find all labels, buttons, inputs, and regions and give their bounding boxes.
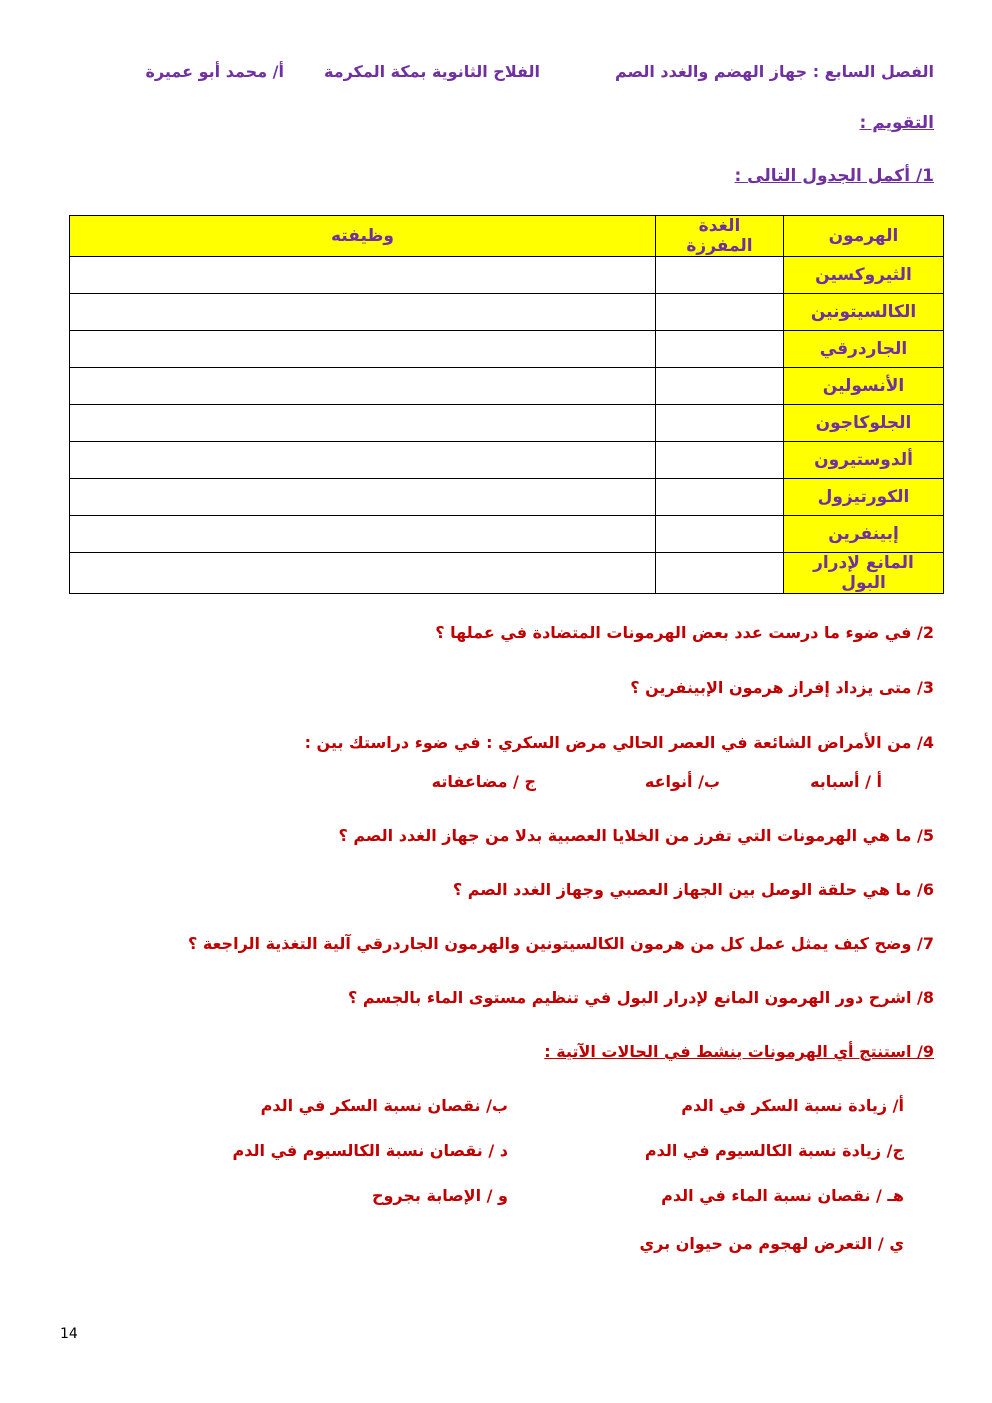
function-cell: [70, 553, 656, 594]
question-2: 2/ في ضوء ما درست عدد بعض الهرمونات المتضادة في عملها ؟: [435, 623, 934, 642]
gland-cell: [656, 294, 784, 331]
table-row: [70, 405, 944, 442]
gland-cell: [656, 405, 784, 442]
header-chapter: الفصل السابع : جهاز الهضم والغدد الصم: [615, 62, 934, 81]
question-4: 4/ من الأمراض الشائعة في العصر الحالي مرض السكري : في ضوء دراستك بين :: [304, 733, 934, 752]
q9-option-a: أ/ زيادة نسبة السكر في الدم: [681, 1096, 904, 1115]
function-cell: [70, 516, 656, 553]
evaluation-title: التقويم :: [859, 113, 934, 133]
question-6: 6/ ما هي حلقة الوصل بين الجهاز العصبي وجهاز الغدد الصم ؟: [452, 880, 934, 899]
table-row: [70, 516, 944, 553]
hormone-cell: الكالسيتونين: [784, 294, 944, 331]
gland-cell: [656, 516, 784, 553]
gland-cell: [656, 331, 784, 368]
q4-option-b: ب/ أنواعه: [644, 772, 720, 791]
table-row: [70, 331, 944, 368]
table-row: [70, 442, 944, 479]
q1-title: 1/ أكمل الجدول التالى :: [734, 166, 934, 186]
header-school: الفلاح الثانوية بمكة المكرمة: [323, 62, 540, 81]
gland-cell: [656, 442, 784, 479]
hormone-cell: الجاردرقي: [784, 331, 944, 368]
function-cell: [70, 331, 656, 368]
header-teacher: أ/ محمد أبو عميرة: [145, 62, 284, 81]
page-number: 14: [60, 1326, 78, 1342]
hormone-cell: المانع لإدرار البول: [784, 553, 944, 594]
hormone-cell: الجلوكاجون: [784, 405, 944, 442]
function-cell: [70, 405, 656, 442]
hormone-cell: ألدوستيرون: [784, 442, 944, 479]
column-header-hormone: الهرمون: [784, 216, 944, 257]
column-header-function: وظيفته: [70, 216, 656, 257]
q9-option-b: ب/ نقصان نسبة السكر في الدم: [260, 1096, 508, 1115]
hormone-cell: إبينفرين: [784, 516, 944, 553]
q9-option-g: ي / التعرض لهجوم من حيوان بري: [639, 1234, 904, 1253]
question-8: 8/ اشرح دور الهرمون المانع لإدرار البول في تنظيم مستوى الماء بالجسم ؟: [348, 988, 934, 1007]
gland-cell: [656, 368, 784, 405]
q4-option-a: أ / أسبابه: [810, 772, 882, 791]
q4-option-c: ج / مضاعفاته: [431, 772, 536, 791]
table-row: [70, 479, 944, 516]
q9-option-d: د / نقصان نسبة الكالسيوم في الدم: [232, 1141, 508, 1160]
gland-cell: [656, 257, 784, 294]
table-row: [70, 294, 944, 331]
table-row: [70, 257, 944, 294]
table-header-row: [70, 216, 944, 257]
function-cell: [70, 368, 656, 405]
hormones-table: [69, 215, 944, 594]
q9-option-f: و / الإصابة بجروح: [371, 1186, 508, 1205]
function-cell: [70, 442, 656, 479]
hormone-cell: الأنسولين: [784, 368, 944, 405]
table-row: [70, 553, 944, 594]
function-cell: [70, 479, 656, 516]
hormone-cell: الكورتيزول: [784, 479, 944, 516]
gland-cell: [656, 553, 784, 594]
hormone-cell: الثيروكسين: [784, 257, 944, 294]
table-row: [70, 368, 944, 405]
gland-cell: [656, 479, 784, 516]
function-cell: [70, 294, 656, 331]
q9-option-c: ج/ زيادة نسبة الكالسيوم في الدم: [644, 1141, 904, 1160]
question-7: 7/ وضح كيف يمثل عمل كل من هرمون الكالسيتونين والهرمون الجاردرقي آلية التغذية الراجعة ؟: [187, 934, 934, 953]
question-3: 3/ متى يزداد إفراز هرمون الإبينفرين ؟: [630, 678, 934, 697]
question-5: 5/ ما هي الهرمونات التي تفرز من الخلايا العصبية بدلا من جهاز الغدد الصم ؟: [338, 826, 934, 845]
function-cell: [70, 257, 656, 294]
q9-option-e: هـ / نقصان نسبة الماء في الدم: [661, 1186, 904, 1205]
question-9-title: 9/ استنتج أي الهرمونات ينشط في الحالات الآتية :: [544, 1042, 934, 1061]
column-header-gland: الغدة المفرزة: [656, 216, 784, 257]
